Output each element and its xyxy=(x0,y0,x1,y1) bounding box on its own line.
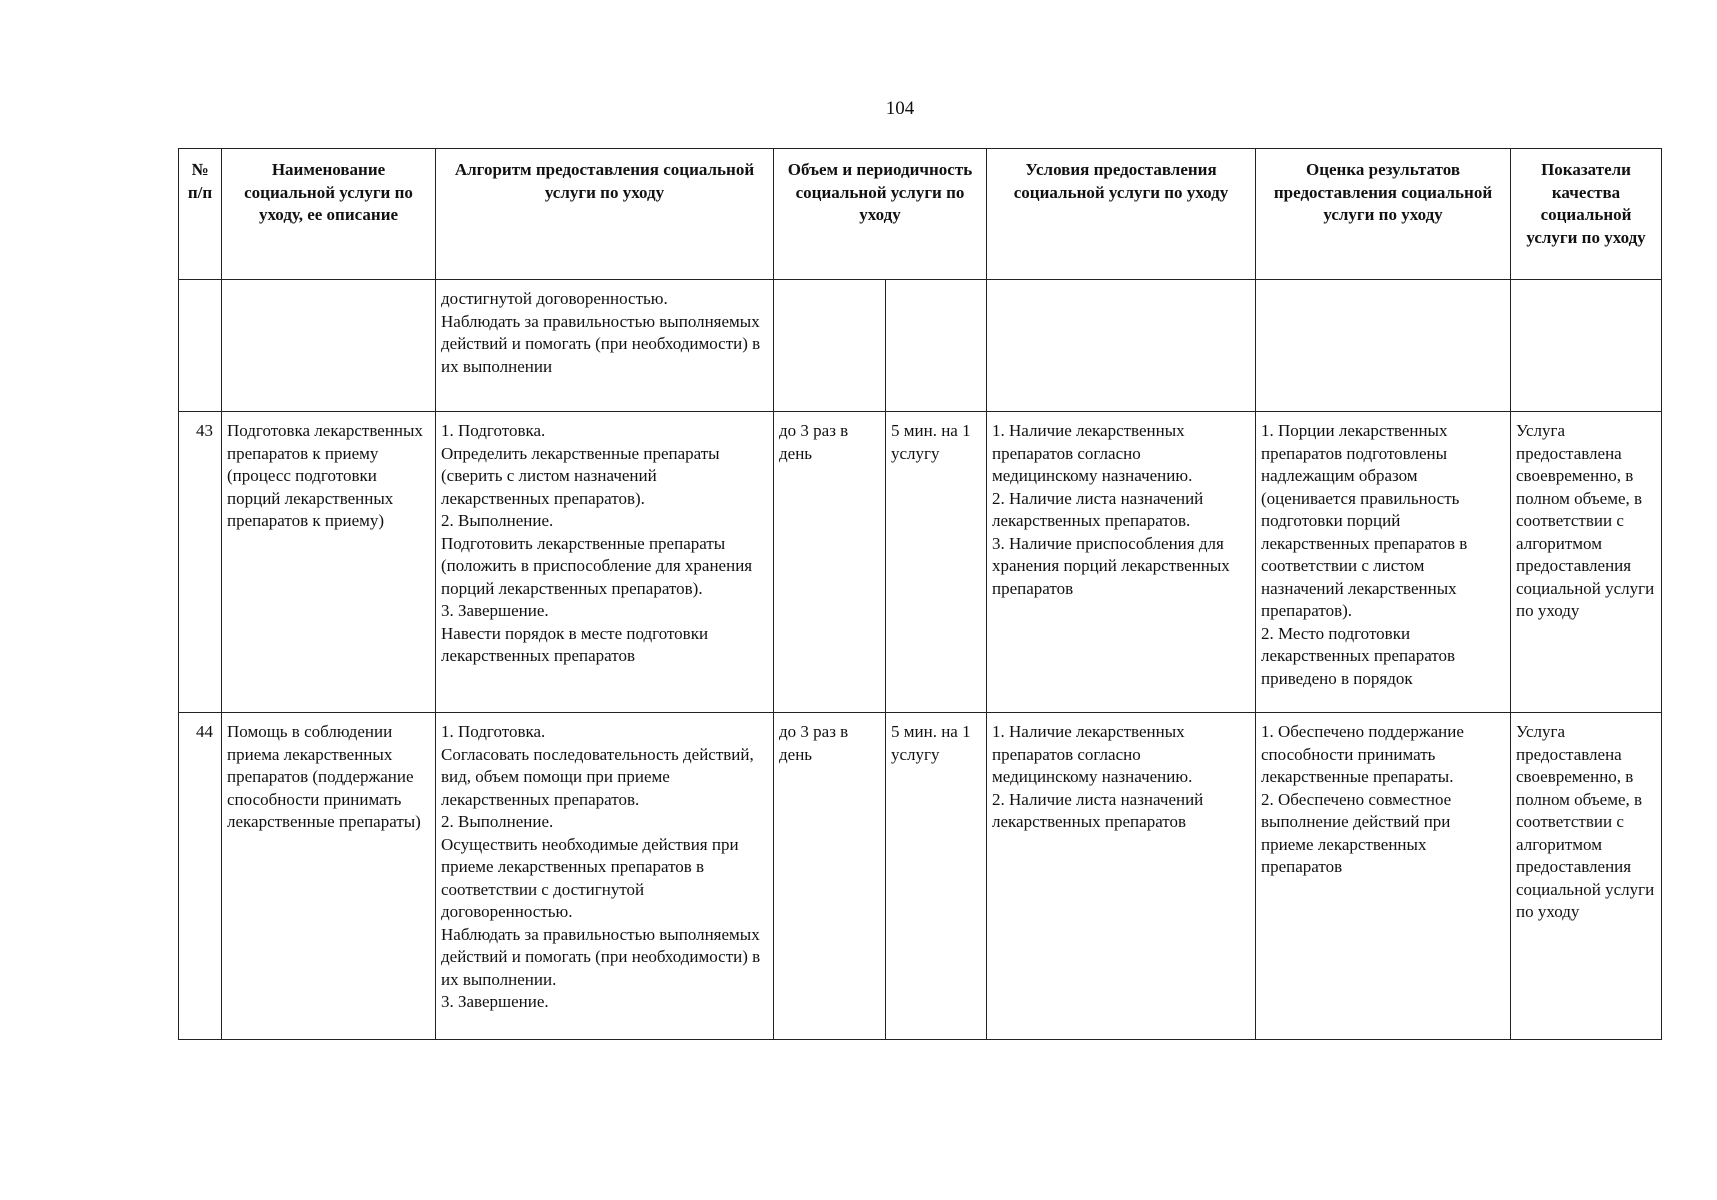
cell-algorithm: 1. Подготовка. Определить лекарственные препараты (сверить с листом назначений лекарственных препаратов). 2. Выполнение. Подготовить лекарственные препараты (положить в приспособление для хранения порций лекарственных препаратов). 3. Завершение. Навести порядок в месте подготовки лекарственных препаратов xyxy=(436,412,774,713)
header-num: № п/п xyxy=(179,149,222,280)
cell-quality: Услуга предоставлена своевременно, в полном объеме, в соответствии с алгоритмом предоставления социальной услуги по уходу xyxy=(1511,713,1662,1040)
cell-conditions: 1. Наличие лекарственных препаратов согласно медицинскому назначению. 2. Наличие листа назначений лекарственных препаратов. 3. Наличие приспособления для хранения порций лекарственных препаратов xyxy=(987,412,1256,713)
cell-quality xyxy=(1511,280,1662,412)
cell-evaluation: 1. Обеспечено поддержание способности принимать лекарственные препараты. 2. Обеспечено совместное выполнение действий при приеме лекарственных препаратов xyxy=(1256,713,1511,1040)
cell-name xyxy=(222,280,436,412)
header-algorithm: Алгоритм предоставления социальной услуги по уходу xyxy=(436,149,774,280)
cell-conditions: 1. Наличие лекарственных препаратов согласно медицинскому назначению. 2. Наличие листа назначений лекарственных препаратов xyxy=(987,713,1256,1040)
header-quality: Показатели качества социальной услуги по уходу xyxy=(1511,149,1662,280)
table-row-continuation xyxy=(179,280,1662,412)
cell-name: Подготовка лекарственных препаратов к приему (процесс подготовки порций лекарственных препаратов к приему) xyxy=(222,412,436,713)
cell-quality: Услуга предоставлена своевременно, в полном объеме, в соответствии с алгоритмом предоставления социальной услуги по уходу xyxy=(1511,412,1662,713)
cell-evaluation: 1. Порции лекарственных препаратов подготовлены надлежащим образом (оценивается правильность подготовки порций лекарственных препаратов в соответствии с листом назначений лекарственных препаратов). 2. Место подготовки лекарственных препаратов приведено в порядок xyxy=(1256,412,1511,713)
services-table xyxy=(178,148,1662,1040)
cell-name: Помощь в соблюдении приема лекарственных препаратов (поддержание способности принимать лекарственные препараты) xyxy=(222,713,436,1040)
cell-algorithm: 1. Подготовка. Согласовать последовательность действий, вид, объем помощи при приеме лекарственных препаратов. 2. Выполнение. Осуществить необходимые действия при приеме лекарственных препаратов в соответствии с достигнутой договоренностью. Наблюдать за правильностью выполняемых действий и помогать (при необходимости) в их выполнении. 3. Завершение. xyxy=(436,713,774,1040)
cell-duration: 5 мин. на 1 услугу xyxy=(886,412,987,713)
table-row-44 xyxy=(179,713,1662,1040)
table-header-row xyxy=(179,149,1662,280)
header-evaluation: Оценка результатов предоставления социальной услуги по уходу xyxy=(1256,149,1511,280)
cell-num xyxy=(179,280,222,412)
cell-num: 43 xyxy=(179,412,222,713)
header-conditions: Условия предоставления социальной услуги по уходу xyxy=(987,149,1256,280)
table-row-43 xyxy=(179,412,1662,713)
cell-frequency: до 3 раз в день xyxy=(774,713,886,1040)
cell-evaluation xyxy=(1256,280,1511,412)
cell-duration: 5 мин. на 1 услугу xyxy=(886,713,987,1040)
cell-algorithm: достигнутой договоренностью. Наблюдать за правильностью выполняемых действий и помогать (при необходимости) в их выполнении xyxy=(436,280,774,412)
page-number: 104 xyxy=(885,98,915,119)
cell-duration xyxy=(886,280,987,412)
header-volume: Объем и периодичность социальной услуги по уходу xyxy=(774,149,987,280)
cell-num: 44 xyxy=(179,713,222,1040)
cell-conditions xyxy=(987,280,1256,412)
cell-frequency: до 3 раз в день xyxy=(774,412,886,713)
cell-frequency xyxy=(774,280,886,412)
header-name: Наименование социальной услуги по уходу, ее описание xyxy=(222,149,436,280)
